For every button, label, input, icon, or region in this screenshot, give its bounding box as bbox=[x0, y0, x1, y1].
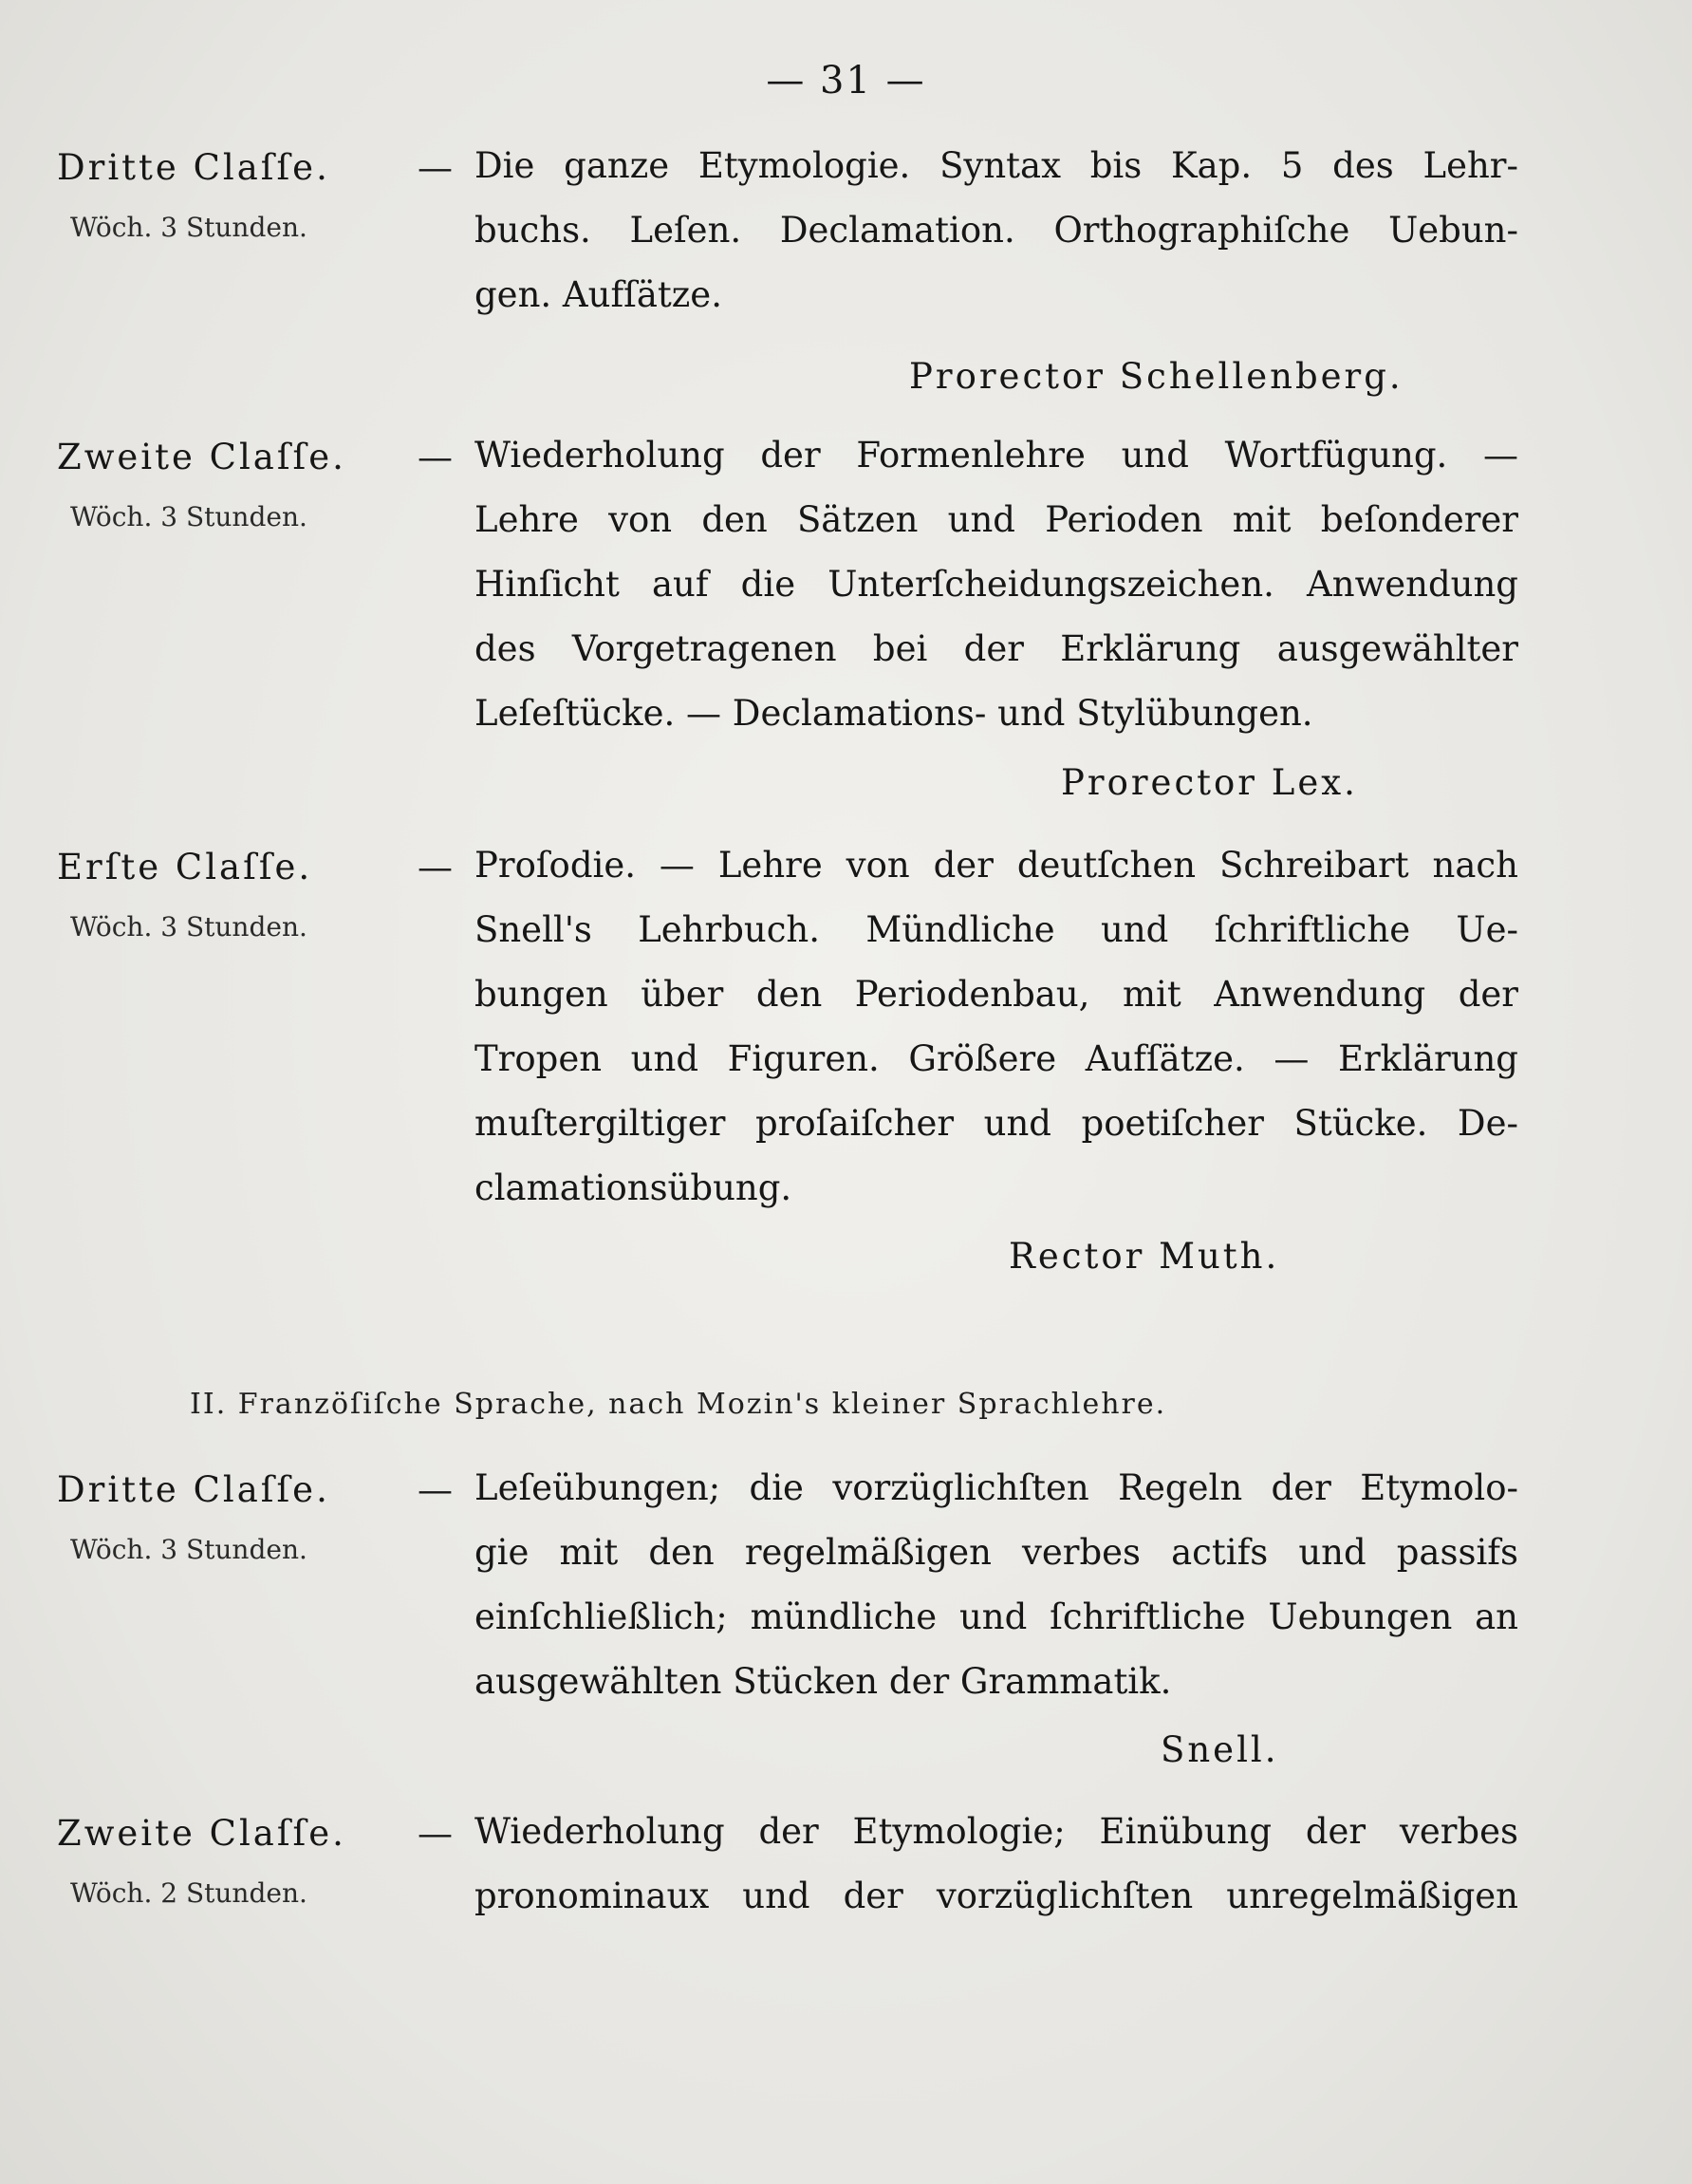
teacher-name: Snell. bbox=[1161, 1729, 1279, 1770]
course-description bbox=[474, 847, 1518, 1234]
text-line: Hinſicht auf die Unterſcheidungszeichen. Anwendung bbox=[474, 564, 1518, 605]
class-label: Dritte Claſſe. bbox=[57, 147, 330, 188]
text-line: Tropen und Figuren. Größere Aufſätze. — Erklärung bbox=[474, 1038, 1518, 1079]
dash: — bbox=[418, 147, 453, 188]
text-line: Proſodie. — Lehre von der deutſchen Schreibart nach bbox=[474, 845, 1518, 886]
class-label: Erſte Claſſe. bbox=[57, 847, 313, 887]
course-description bbox=[474, 1469, 1518, 1727]
teacher-name: Rector Muth. bbox=[1009, 1236, 1280, 1277]
course-description bbox=[474, 437, 1518, 759]
text-line: Snell's Lehrbuch. Mündliche und ſchriftliche Ue- bbox=[474, 909, 1518, 950]
text-line: pronominaux und der vorzüglichſten unregelmäßigen bbox=[474, 1876, 1518, 1916]
text-line: des Vorgetragenen bei der Erklärung ausgewählter bbox=[474, 628, 1518, 669]
text-line: Leſeſtücke. — Declamations- und Stylübungen. bbox=[474, 693, 1313, 734]
teacher-name: Prorector Schellenberg. bbox=[909, 356, 1404, 397]
dash: — bbox=[418, 437, 453, 477]
weekly-hours: Wöch. 3 Stunden. bbox=[70, 911, 307, 943]
weekly-hours: Wöch. 3 Stunden. bbox=[70, 1534, 307, 1565]
text-line: Lehre von den Sätzen und Perioden mit beſonderer bbox=[474, 499, 1518, 540]
course-description bbox=[474, 1813, 1518, 1942]
text-line: Wiederholung der Formenlehre und Wortfügung. — bbox=[474, 435, 1518, 476]
weekly-hours: Wöch. 3 Stunden. bbox=[70, 501, 307, 532]
teacher-name: Prorector Lex. bbox=[1061, 762, 1358, 803]
text-line: bungen über den Periodenbau, mit Anwendung der bbox=[474, 974, 1518, 1015]
class-label: Zweite Claſſe. bbox=[57, 437, 346, 477]
text-line: einſchließlich; mündliche und ſchriftliche Uebungen an bbox=[474, 1596, 1518, 1637]
dash: — bbox=[418, 1813, 453, 1854]
dash: — bbox=[418, 847, 453, 887]
weekly-hours: Wöch. 3 Stunden. bbox=[70, 212, 307, 243]
dash: — bbox=[418, 1469, 453, 1510]
text-line: Leſeübungen; die vorzüglichſten Regeln der Etymolo- bbox=[474, 1467, 1518, 1508]
text-line: Wiederholung der Etymologie; Einübung der verbes bbox=[474, 1811, 1518, 1852]
text-line: buchs. Leſen. Declamation. Orthographiſche Uebun- bbox=[474, 210, 1518, 251]
text-line: ausgewählten Stücken der Grammatik. bbox=[474, 1661, 1172, 1702]
text-line: gen. Aufſätze. bbox=[474, 274, 722, 315]
text-line: clamationsübung. bbox=[474, 1167, 792, 1208]
text-line: gie mit den regelmäßigen verbes actifs und passifs bbox=[474, 1532, 1518, 1573]
text-line: muſtergiltiger proſaiſcher und poetiſcher Stücke. De- bbox=[474, 1103, 1518, 1144]
class-label: Zweite Claſſe. bbox=[57, 1813, 346, 1854]
section-heading: II. Franzöſiſche Sprache, nach Mozin's kleiner Sprachlehre. bbox=[190, 1388, 1167, 1421]
page-number: — 31 — bbox=[766, 59, 926, 103]
course-description bbox=[474, 147, 1518, 341]
weekly-hours: Wöch. 2 Stunden. bbox=[70, 1877, 307, 1909]
text-line: Die ganze Etymologie. Syntax bis Kap. 5 des Lehr- bbox=[474, 145, 1518, 186]
class-label: Dritte Claſſe. bbox=[57, 1469, 330, 1510]
